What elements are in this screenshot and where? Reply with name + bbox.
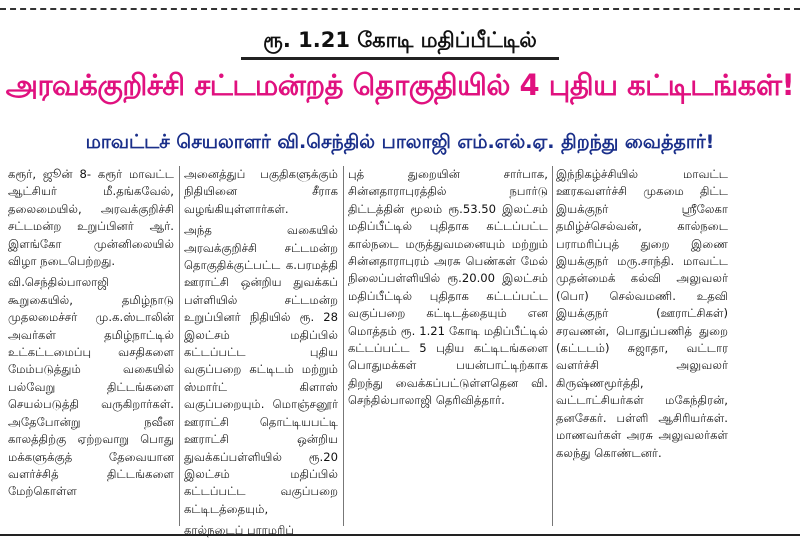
article-column-1	[8, 166, 174, 526]
article-column-3	[348, 166, 548, 526]
article-paragraph: இந்நிகழ்ச்சியில் மாவட்ட ஊரகவளர்ச்சி முகமை திட்ட இயக்குநர் ஸ்ரீலேகா தமிழ்ச்செல்வன், கால்நடை பராமரிப்புத் துறை இணை இயக்குநர் மரு.சாந்தி. மாவட்ட முதன்மைக் கல்வி அலுவலர் (பொ) செல்வமணி. உதவி இயக்குநர் (ஊராட்சிகள்) சரவணன், பொதுப்பணித் துறை (கட்டடம்) சுஜாதா, வட்டார வளர்ச்சி அலுவலர் கிருஷ்ணமூர்த்தி, வட்டாட்சியர்கள் மகேந்திரன், தனசேகர். பள்ளி ஆசிரியர்கள். மாணவர்கள் அரசு அலுவலர்கள் கலந்து கொண்டனர்.	[556, 167, 728, 460]
column-divider	[552, 166, 553, 526]
subheadline: மாவட்டச் செயலாளர் வி.செந்தில் பாலாஜி எம்.எல்.ஏ. திறந்து வைத்தார்!	[85, 131, 715, 153]
article-paragraph: கால்நடைப் பராமரிப்	[184, 523, 295, 538]
kicker-text: ரூ. 1.21 கோடி மதிப்பீட்டில்	[241, 26, 559, 60]
kicker-container	[0, 26, 800, 60]
column-divider	[343, 166, 344, 526]
article-column-2	[184, 166, 338, 538]
article-column-4	[556, 166, 728, 526]
article-paragraph: புத் துறையின் சார்பாக, சின்னதாராபுரத்தில் நபார்டு திட்டத்தின் மூலம் ரூ.53.50 இலட்சம் மதிப்பீட்டில் புதிதாக கட்டப்பட்ட கால்நடை மருத்துவமனையும் மற்றும் சின்னதாராபுரம் அரசு பெண்கள் மேல் நிலைப்பள்ளியில் ரூ.20.00 இலட்சம் மதிப்பீட்டில் புதிதாக கட்டப்பட்ட வகுப்பறை கட்டிடத்தையும் என மொத்தம் ரூ. 1.21 கோடி மதிப்பீட்டில் கட்டப்பட்ட 5 புதிய கட்டிடங்களை பொதுமக்கள் பயன்பாட்டிற்காக திறந்து வைக்கப்பட்டுள்ளதென வி. செந்தில்பாலாஜி தெரிவித்தார்.	[348, 167, 548, 408]
column-divider	[179, 166, 180, 526]
bottom-rule	[0, 534, 800, 536]
article-paragraph: அனைத்துப் பகுதிகளுக்கும் நிதியினை சீராக வழங்கியுள்ளார்கள்.	[184, 167, 338, 216]
article-body	[8, 166, 792, 538]
article-paragraph: கரூர், ஜூன் 8- கரூர் மாவட்ட ஆட்சியர் மீ.தங்கவேல், தலைமையில், அரவக்குறிச்சி சட்டமன்ற உறுப்பினர் ஆர். இளங்கோ முன்னிலையில் விழா நடைபெற்றது.	[8, 167, 174, 269]
article-paragraph: அந்த வகையில் அரவக்குறிச்சி சட்டமன்ற தொகுதிக்குட்பட்ட க.பரமத்தி ஊராட்சி ஒன்றிய துவக்கப் பள்ளியில் சட்டமன்ற உறுப்பினர் நிதியில் ரூ. 28 இலட்சம் மதிப்பில் கட்டப்பட்ட புதிய வகுப்பறை கட்டிடம் மற்றும் ஸ்மார்ட் கிளாஸ் வகுப்பறையும். மொஞ்சனூர் ஊராட்சி தொட்டியபட்டி ஊராட்சி ஒன்றிய துவக்கப்பள்ளியில் ரூ.20 இலட்சம் மதிப்பில் கட்டப்பட்ட வகுப்பறை கட்டிடத்தையும்,	[184, 223, 338, 516]
headline: அரவக்குறிச்சி சட்டமன்றத் தொகுதியில் 4 புதிய கட்டிடங்கள்!	[5, 68, 795, 102]
article-paragraph: வி.செந்தில்பாலாஜி கூறுகையில், தமிழ்நாடு முதலமைச்சர் மு.க.ஸ்டாலின் அவர்கள் தமிழ்நாட்டில் உட்கட்டமைப்பு வசதிகளை மேம்படுத்தும் வகையில் பல்வேறு திட்டங்களை செயல்படுத்தி வருகிறார்கள். அதேபோன்று நவீன காலத்திற்கு ஏற்றவாறு பொது மக்களுக்குத் தேவையான வளர்ச்சித் திட்டங்களை மேற்கொள்ள	[8, 275, 174, 499]
top-dashed-rule	[0, 0, 800, 10]
